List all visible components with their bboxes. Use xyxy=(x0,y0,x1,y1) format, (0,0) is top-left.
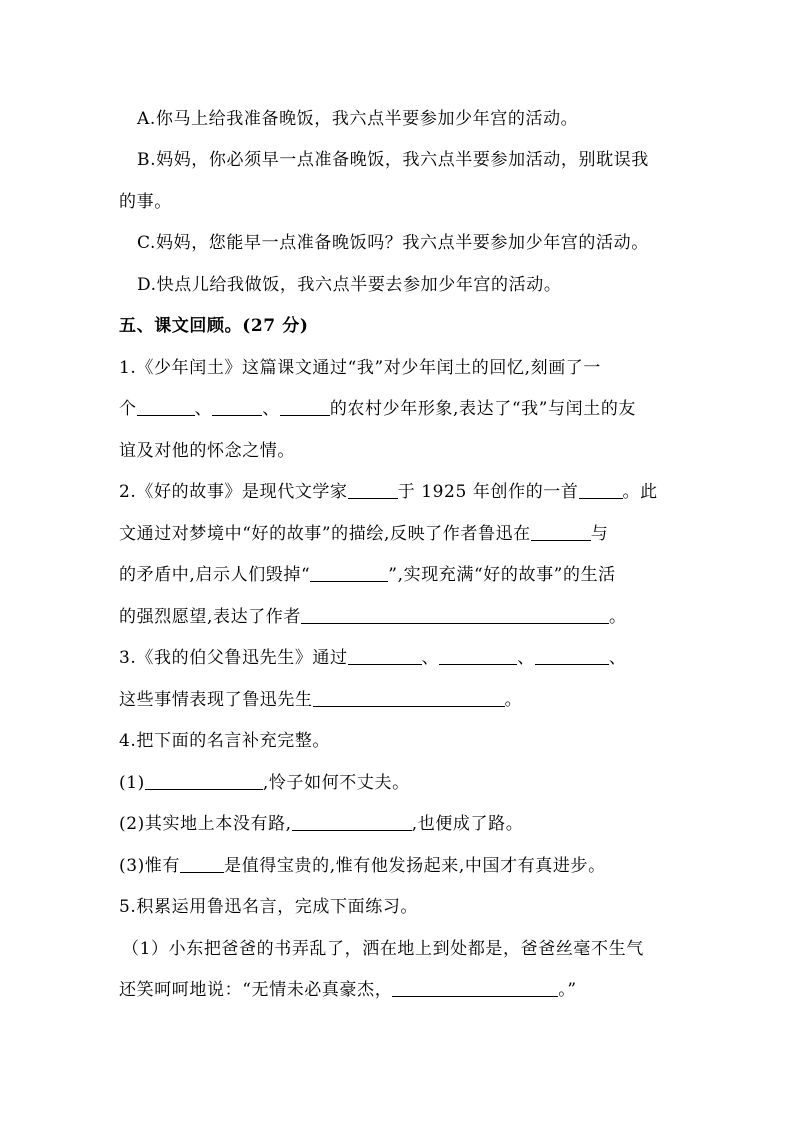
q1-text-a: 个 xyxy=(119,399,137,419)
q3-text-a: 3.《我的伯父鲁迅先生》通过 xyxy=(119,648,348,668)
q3-line2 xyxy=(119,689,522,711)
option-a: A.你马上给我准备晚饭，我六点半要参加少年宫的活动。 xyxy=(137,109,579,129)
q5-line1: （1）小东把爸爸的书弄乱了，洒在地上到处都是，爸爸丝毫不生气 xyxy=(122,939,644,959)
q4-item2-text-b: ,也便成了路。 xyxy=(411,814,524,834)
q3-blank-3[interactable] xyxy=(535,648,609,665)
q2-blank-conflict[interactable] xyxy=(531,524,591,541)
q4-blank-1[interactable] xyxy=(145,773,263,790)
q2-text-c: 。此 xyxy=(622,482,658,502)
q3-blank-1[interactable] xyxy=(348,648,422,665)
q4-item3 xyxy=(119,855,606,877)
q2-line3 xyxy=(119,564,616,586)
q2-text-b: 于 1925 年创作的一首 xyxy=(397,482,579,502)
q1-text-b: 、 xyxy=(194,399,213,419)
q2-text-e: 与 xyxy=(590,524,609,544)
q4-blank-2[interactable] xyxy=(292,814,412,831)
q2-blank-destroy[interactable] xyxy=(310,565,388,582)
q1-line3: 谊及对他的怀念之情。 xyxy=(119,441,295,461)
q2-text-h: 的强烈愿望,表达了作者 xyxy=(119,607,302,627)
q1-blank-1[interactable] xyxy=(137,399,195,416)
q2-text-i: 。 xyxy=(609,607,627,627)
q3-text-d: 、 xyxy=(608,648,627,668)
q4-item2 xyxy=(119,813,523,835)
q5-text-a: 还笑呵呵地说：“无情未必真豪杰， xyxy=(119,980,393,1000)
q3-text-c: 、 xyxy=(517,648,535,668)
q5-text-b: 。” xyxy=(558,980,577,1000)
q2-blank-author[interactable] xyxy=(348,482,398,499)
section-title: 五、课文回顾。(27 分) xyxy=(119,316,309,336)
q1-text-d: 的农村少年形象,表达了“我”与闰土的友 xyxy=(329,399,637,419)
q2-text-f: 的矛盾中,启示人们毁掉“ xyxy=(119,565,311,585)
q2-blank-genre[interactable] xyxy=(579,482,623,499)
q5-title: 5.积累运用鲁迅名言，完成下面练习。 xyxy=(119,897,419,917)
option-b-line2: 的事。 xyxy=(119,192,172,212)
q4-item1-text: ,怜子如何不丈夫。 xyxy=(262,773,410,793)
q5-blank-1[interactable] xyxy=(392,980,558,997)
q4-item1-num: (1) xyxy=(119,773,145,793)
q2-text-d: 文通过对梦境中“好的故事”的描绘,反映了作者鲁迅在 xyxy=(119,524,531,544)
option-c: C.妈妈，您能早一点准备晚饭吗？我六点半要参加少年宫的活动。 xyxy=(137,233,649,253)
q3-line1 xyxy=(119,647,626,669)
q3-text-f: 。 xyxy=(504,690,523,710)
q2-line2 xyxy=(119,523,608,545)
q1-line2 xyxy=(119,398,636,420)
q2-text-a: 2.《好的故事》是现代文学家 xyxy=(119,482,348,502)
option-d: D.快点儿给我做饭，我六点半要去参加少年宫的活动。 xyxy=(137,275,562,295)
q1-blank-2[interactable] xyxy=(212,399,262,416)
option-b-line1: B.妈妈，你必须早一点准备晚饭，我六点半要参加活动，别耽误我 xyxy=(137,150,649,170)
q3-text-b: 、 xyxy=(421,648,440,668)
q2-line4 xyxy=(119,606,627,628)
q2-text-g: ”,实现充满“好的故事”的生活 xyxy=(388,565,616,585)
q1-line1: 1.《少年闰土》这篇课文通过“我”对少年闰土的回忆,刻画了一 xyxy=(119,358,602,378)
q1-text-c: 、 xyxy=(262,399,280,419)
q4-item1 xyxy=(119,772,410,794)
q2-blank-expression[interactable] xyxy=(301,607,609,624)
q4-item3-text-a: (3)惟有 xyxy=(119,856,181,876)
q5-line2 xyxy=(119,979,577,1001)
q3-text-e: 这些事情表现了鲁迅先生 xyxy=(119,690,313,710)
q3-blank-quality[interactable] xyxy=(313,690,505,707)
q1-blank-3[interactable] xyxy=(280,399,330,416)
q4-item3-text-b: 是值得宝贵的,惟有他发扬起来,中国才有真进步。 xyxy=(224,856,606,876)
q4-item2-text-a: (2)其实地上本没有路, xyxy=(119,814,292,834)
q4-blank-3[interactable] xyxy=(180,856,224,873)
q2-line1 xyxy=(119,481,658,503)
q4-title: 4.把下面的名言补充完整。 xyxy=(119,731,331,751)
q3-blank-2[interactable] xyxy=(439,648,517,665)
